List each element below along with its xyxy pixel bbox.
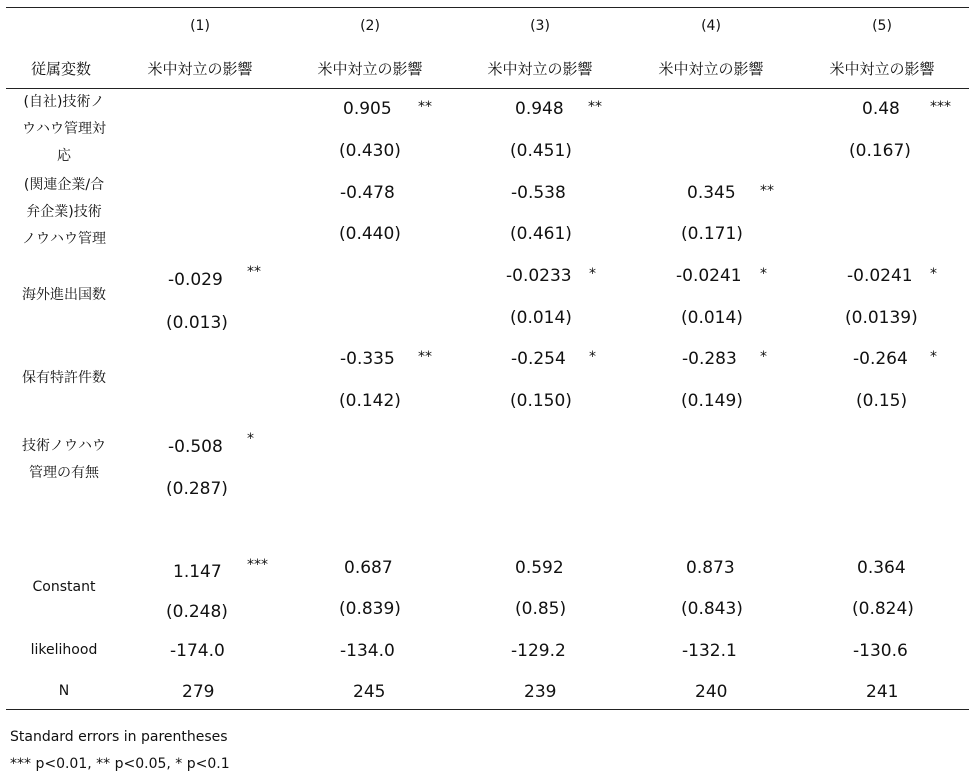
dep-var-2: 米中対立の影響 [317, 60, 423, 78]
se-patents-4: (0.149) [681, 391, 743, 411]
coef-constant-3: 0.592 [515, 558, 564, 578]
row-label-constant: Constant [32, 579, 96, 595]
col-number-1: (1) [190, 18, 210, 34]
likelihood-4: -132.1 [682, 641, 737, 661]
row-label-likelihood: likelihood [30, 642, 98, 658]
coef-overseas-4: -0.0241 [676, 266, 742, 286]
se-knowhow-any-1: (0.287) [166, 479, 228, 499]
dep-var-1: 米中対立の影響 [147, 60, 253, 78]
header-rule [6, 88, 969, 89]
n-2: 245 [353, 682, 386, 702]
se-own-knowhow-3: (0.451) [510, 141, 572, 161]
dep-var-label: 従属変数 [31, 60, 92, 78]
coef-knowhow-any-1: -0.508 [168, 437, 223, 457]
row-label-patents: 保有特許件数 [22, 370, 106, 386]
note-significance: *** p<0.01, ** p<0.05, * p<0.1 [10, 756, 230, 772]
coef-patents-5: -0.264 [853, 349, 908, 369]
se-patents-5: (0.15) [856, 391, 908, 411]
stars-patents-4: * [760, 349, 767, 365]
dep-var-3: 米中対立の影響 [487, 60, 593, 78]
stars-affiliate-knowhow-4: ** [760, 183, 774, 199]
se-overseas-3: (0.014) [510, 308, 572, 328]
coef-constant-2: 0.687 [344, 558, 393, 578]
n-3: 239 [524, 682, 557, 702]
coef-constant-4: 0.873 [686, 558, 735, 578]
coef-patents-4: -0.283 [682, 349, 737, 369]
stars-overseas-4: * [760, 266, 767, 282]
likelihood-5: -130.6 [853, 641, 908, 661]
coef-overseas-1: -0.029 [168, 270, 223, 290]
likelihood-3: -129.2 [511, 641, 566, 661]
col-number-4: (4) [701, 18, 721, 34]
row-label-affiliate-knowhow: (関連企業/合 弁企業)技術 ノウハウ管理 [22, 177, 106, 247]
se-affiliate-knowhow-2: (0.440) [339, 224, 401, 244]
stars-overseas-5: * [930, 266, 937, 282]
likelihood-1: -174.0 [170, 641, 225, 661]
coef-overseas-5: -0.0241 [847, 266, 913, 286]
coef-patents-3: -0.254 [511, 349, 566, 369]
coef-own-knowhow-2: 0.905 [343, 99, 392, 119]
se-constant-4: (0.843) [681, 599, 743, 619]
col-number-5: (5) [872, 18, 892, 34]
stars-own-knowhow-5: *** [930, 99, 951, 115]
col-number-2: (2) [360, 18, 380, 34]
coef-overseas-3: -0.0233 [506, 266, 572, 286]
se-constant-5: (0.824) [852, 599, 914, 619]
note-standard-errors: Standard errors in parentheses [10, 729, 228, 745]
n-4: 240 [695, 682, 728, 702]
se-constant-2: (0.839) [339, 599, 401, 619]
se-overseas-4: (0.014) [681, 308, 743, 328]
n-1: 279 [182, 682, 215, 702]
coef-own-knowhow-3: 0.948 [515, 99, 564, 119]
top-rule [6, 7, 969, 8]
stars-patents-3: * [589, 349, 596, 365]
se-overseas-5: (0.0139) [845, 308, 918, 328]
coef-affiliate-knowhow-4: 0.345 [687, 183, 736, 203]
coef-affiliate-knowhow-2: -0.478 [340, 183, 395, 203]
dep-var-5: 米中対立の影響 [829, 60, 935, 78]
n-5: 241 [866, 682, 899, 702]
coef-constant-5: 0.364 [857, 558, 906, 578]
stars-patents-2: ** [418, 349, 432, 365]
dep-var-4: 米中対立の影響 [658, 60, 764, 78]
coef-patents-2: -0.335 [340, 349, 395, 369]
bottom-rule [6, 709, 969, 710]
row-label-own-knowhow: (自社)技術ノ ウハウ管理対 応 [22, 94, 106, 164]
se-affiliate-knowhow-3: (0.461) [510, 224, 572, 244]
row-label-knowhow-any: 技術ノウハウ 管理の有無 [22, 438, 106, 481]
stars-overseas-3: * [589, 266, 596, 282]
likelihood-2: -134.0 [340, 641, 395, 661]
stars-constant-1: *** [247, 557, 268, 573]
stars-own-knowhow-2: ** [418, 99, 432, 115]
stars-own-knowhow-3: ** [588, 99, 602, 115]
row-label-overseas: 海外進出国数 [22, 287, 106, 303]
stars-knowhow-any-1: * [247, 431, 254, 447]
row-label-n: N [58, 683, 70, 699]
se-patents-2: (0.142) [339, 391, 401, 411]
se-constant-3: (0.85) [515, 599, 567, 619]
se-patents-3: (0.150) [510, 391, 572, 411]
se-own-knowhow-5: (0.167) [849, 141, 911, 161]
se-constant-1: (0.248) [166, 602, 228, 622]
coef-own-knowhow-5: 0.48 [862, 99, 900, 119]
col-number-3: (3) [530, 18, 550, 34]
stars-overseas-1: ** [247, 264, 261, 280]
se-affiliate-knowhow-4: (0.171) [681, 224, 743, 244]
coef-affiliate-knowhow-3: -0.538 [511, 183, 566, 203]
stars-patents-5: * [930, 349, 937, 365]
se-own-knowhow-2: (0.430) [339, 141, 401, 161]
coef-constant-1: 1.147 [173, 562, 222, 582]
se-overseas-1: (0.013) [166, 313, 228, 333]
